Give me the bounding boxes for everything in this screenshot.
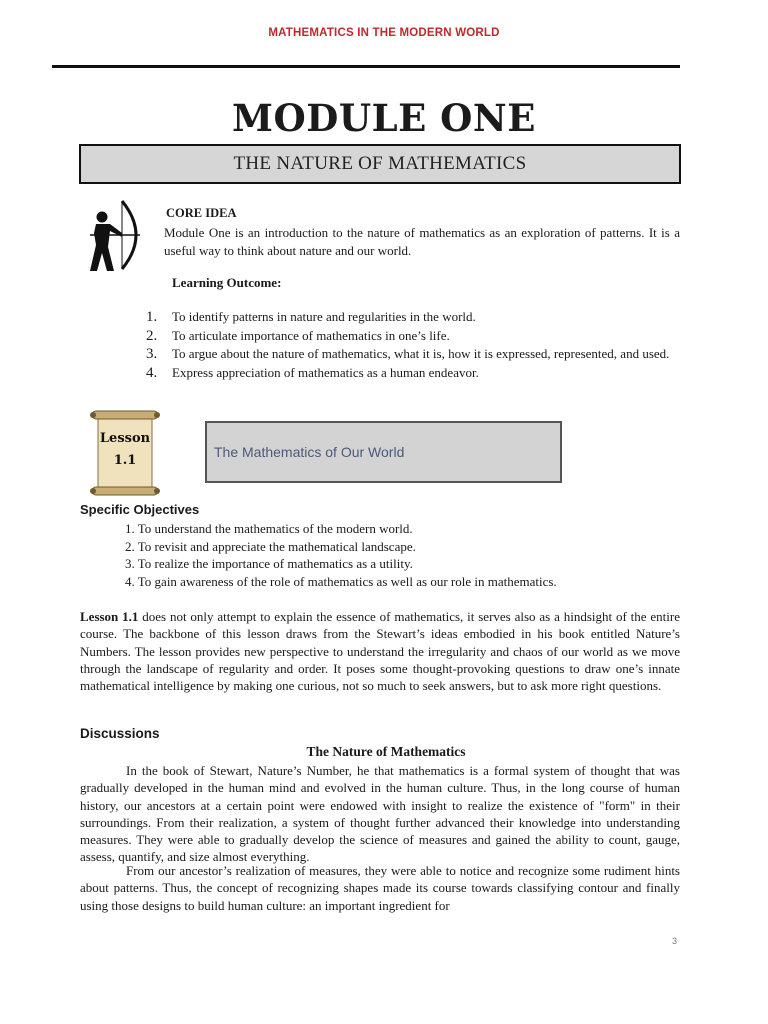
archer-icon (84, 197, 154, 273)
module-subtitle: THE NATURE OF MATHEMATICS (233, 153, 527, 174)
lesson-label-number: 1.1 (113, 453, 137, 468)
discussion-paragraph-1: In the book of Stewart, Nature’s Number, he that mathematics is a formal system of thought that was gradually developed in the human mind and evolved in the human culture. Thus, in the long course of human history, our ancestors at a certain point were endowed with insight to realize the existence of "form" in their surroundings. From their realization, a system of thought further advanced their knowledge into understanding measures. They were able to gradually develop the science of measures and gained the ability to count, gauge, assess, quantify, and size almost everything. (80, 763, 680, 865)
list-item: 3. To realize the importance of mathematics as a utility. (125, 556, 413, 571)
nature-of-mathematics-heading: The Nature of Mathematics (306, 744, 466, 759)
list-item (146, 327, 682, 346)
header-rule (52, 65, 680, 68)
list-text: To identify patterns in nature and regularities in the world. (172, 309, 476, 324)
list-item (146, 345, 682, 364)
learning-outcome-list (146, 308, 682, 382)
lesson-title-box (205, 421, 562, 483)
list-item (146, 308, 682, 327)
discussion-paragraph-2: From our ancestor’s realization of measures, they were able to notice and recognize some rudiment hints about patterns. Thus, the concept of recognizing shapes made its course towards classifying contour and finally using those designs to build human culture: an important ingredient for (80, 863, 680, 913)
intro-lead: Lesson 1.1 (80, 609, 139, 624)
module-subtitle-box (79, 144, 681, 184)
page-number: 3 (672, 936, 678, 946)
core-idea-text: Module One is an introduction to the nature of mathematics as an exploration of patterns. It is a useful way to think about nature and our world. (164, 225, 680, 258)
lesson-scroll (90, 409, 160, 497)
list-item: 4. To gain awareness of the role of mathematics as well as our role in mathematics. (125, 573, 557, 589)
list-text: To articulate importance of mathematics in one’s life. (172, 327, 450, 343)
specific-objectives-list (125, 520, 685, 590)
list-number: 2. (146, 327, 158, 344)
intro-text: does not only attempt to explain the essence of mathematics, it serves also as a hindsight of the entire course. The backbone of this lesson draws from the Stewart’s ideas embodied in his book entitled Nature’s Numbers. The lesson provides new perspective to understand the irregularity and chaos of our world as we move through the landscape of regularity and order. It poses some thought-provoking questions to draw one’s innate mathematical intelligence by making one curious, not so much to seek answers, but to ask more right questions. (80, 609, 680, 694)
list-number: 3. (146, 346, 158, 362)
list-item: 1. To understand the mathematics of the modern world. (125, 521, 413, 536)
list-number: 4. (146, 364, 158, 381)
lesson-title: The Mathematics of Our World (214, 444, 405, 460)
running-header: MATHEMATICS IN THE MODERN WORLD (268, 27, 500, 39)
list-text: Express appreciation of mathematics as a human endeavor. (172, 364, 479, 380)
module-title: MODULE ONE (232, 96, 536, 140)
list-item: 2. To revisit and appreciate the mathematical landscape. (125, 538, 416, 554)
list-item (146, 364, 682, 383)
specific-objectives-heading: Specific Objectives (80, 502, 200, 517)
list-number: 1. (146, 309, 158, 325)
core-idea-heading: CORE IDEA (166, 206, 237, 220)
lesson-label-word: Lesson (99, 431, 151, 446)
discussions-heading: Discussions (80, 726, 160, 741)
list-text: To argue about the nature of mathematics, what it is, how it is expressed, represented, and used. (172, 346, 670, 361)
learning-outcome-heading: Learning Outcome: (172, 275, 282, 290)
intro-paragraph (80, 608, 680, 694)
